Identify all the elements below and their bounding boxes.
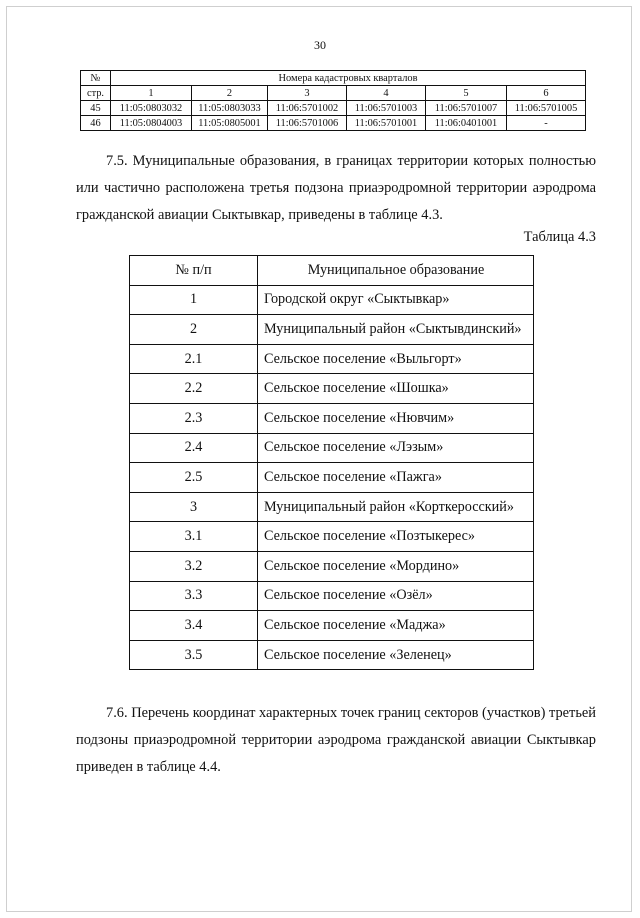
row-number: 2.1 (130, 344, 258, 374)
cadastral-cell: 11:06:5701002 (268, 101, 347, 116)
table-row (130, 315, 534, 345)
column-header-no: № (81, 71, 111, 86)
cadastral-cell: 11:05:0804003 (111, 116, 192, 131)
row-number: 2.2 (130, 374, 258, 404)
column-header-number: № п/п (130, 256, 258, 286)
row-name: Сельское поселение «Шошка» (258, 374, 534, 404)
row-number: 3.4 (130, 611, 258, 641)
row-name: Сельское поселение «Зеленец» (258, 640, 534, 670)
table-row (130, 522, 534, 552)
row-number: 3.5 (130, 640, 258, 670)
table-header-row (130, 256, 534, 286)
table-row (130, 403, 534, 433)
municipal-formations-table (129, 255, 534, 670)
paragraph-7-6: 7.6. Перечень координат характерных точек границ секторов (участков) третьей подзоны приаэродромной территории аэродрома гражданской авиации Сыктывкар приведен в таблице 4.4. (76, 705, 596, 775)
column-header-name: Муниципальное образование (258, 256, 534, 286)
row-number: 2.3 (130, 403, 258, 433)
row-number: 1 (130, 285, 258, 315)
table-row (81, 116, 586, 131)
column-number: 6 (507, 86, 586, 101)
table-row (81, 101, 586, 116)
row-name: Сельское поселение «Маджа» (258, 611, 534, 641)
table-row (130, 374, 534, 404)
row-name: Муниципальный район «Корткеросский» (258, 492, 534, 522)
row-number: 2.4 (130, 433, 258, 463)
table-row (130, 581, 534, 611)
row-name: Сельское поселение «Позтыкерес» (258, 522, 534, 552)
cadastral-cell: - (507, 116, 586, 131)
table-row (81, 71, 586, 86)
cadastral-cell: 11:06:5701006 (268, 116, 347, 131)
cadastral-cell: 11:05:0803032 (111, 101, 192, 116)
cadastral-cell: 11:05:0803033 (192, 101, 268, 116)
row-name: Городской округ «Сыктывкар» (258, 285, 534, 315)
page-cell: 46 (81, 116, 111, 131)
table-row (130, 611, 534, 641)
row-name: Сельское поселение «Озёл» (258, 581, 534, 611)
page-number: 30 (314, 38, 326, 52)
cadastral-cell: 11:06:0401001 (426, 116, 507, 131)
column-number: 1 (111, 86, 192, 101)
row-name: Сельское поселение «Мордино» (258, 551, 534, 581)
paragraph-7-5: 7.5. Муниципальные образования, в границах территории которых полностью или частично расположена третья подзона приаэродромной территории аэродрома гражданской авиации Сыктывкар, приведены в таблице 4.3. (76, 153, 596, 223)
table-row (130, 433, 534, 463)
row-number: 3.2 (130, 551, 258, 581)
row-number: 2 (130, 315, 258, 345)
cadastral-cell: 11:06:5701003 (347, 101, 426, 116)
row-name: Сельское поселение «Пажга» (258, 463, 534, 493)
table-row (130, 640, 534, 670)
table-row (130, 285, 534, 315)
row-number: 2.5 (130, 463, 258, 493)
table-row (130, 344, 534, 374)
table-row (81, 86, 586, 101)
column-number: 5 (426, 86, 507, 101)
cadastral-quarters-table (80, 70, 586, 131)
row-name: Сельское поселение «Лэзым» (258, 433, 534, 463)
row-number: 3.1 (130, 522, 258, 552)
cadastral-cell: 11:06:5701001 (347, 116, 426, 131)
row-name: Сельское поселение «Выльгорт» (258, 344, 534, 374)
column-header-page: стр. (81, 86, 111, 101)
column-number: 4 (347, 86, 426, 101)
page-cell: 45 (81, 101, 111, 116)
cadastral-cell: 11:05:0805001 (192, 116, 268, 131)
cadastral-cell: 11:06:5701007 (426, 101, 507, 116)
table-row (130, 463, 534, 493)
column-group-header: Номера кадастровых кварталов (111, 71, 586, 86)
row-name: Сельское поселение «Нювчим» (258, 403, 534, 433)
cadastral-cell: 11:06:5701005 (507, 101, 586, 116)
table-row (130, 492, 534, 522)
row-number: 3 (130, 492, 258, 522)
row-name: Муниципальный район «Сыктывдинский» (258, 315, 534, 345)
column-number: 3 (268, 86, 347, 101)
table-row (130, 551, 534, 581)
table-caption: Таблица 4.3 (523, 229, 596, 245)
column-number: 2 (192, 86, 268, 101)
row-number: 3.3 (130, 581, 258, 611)
